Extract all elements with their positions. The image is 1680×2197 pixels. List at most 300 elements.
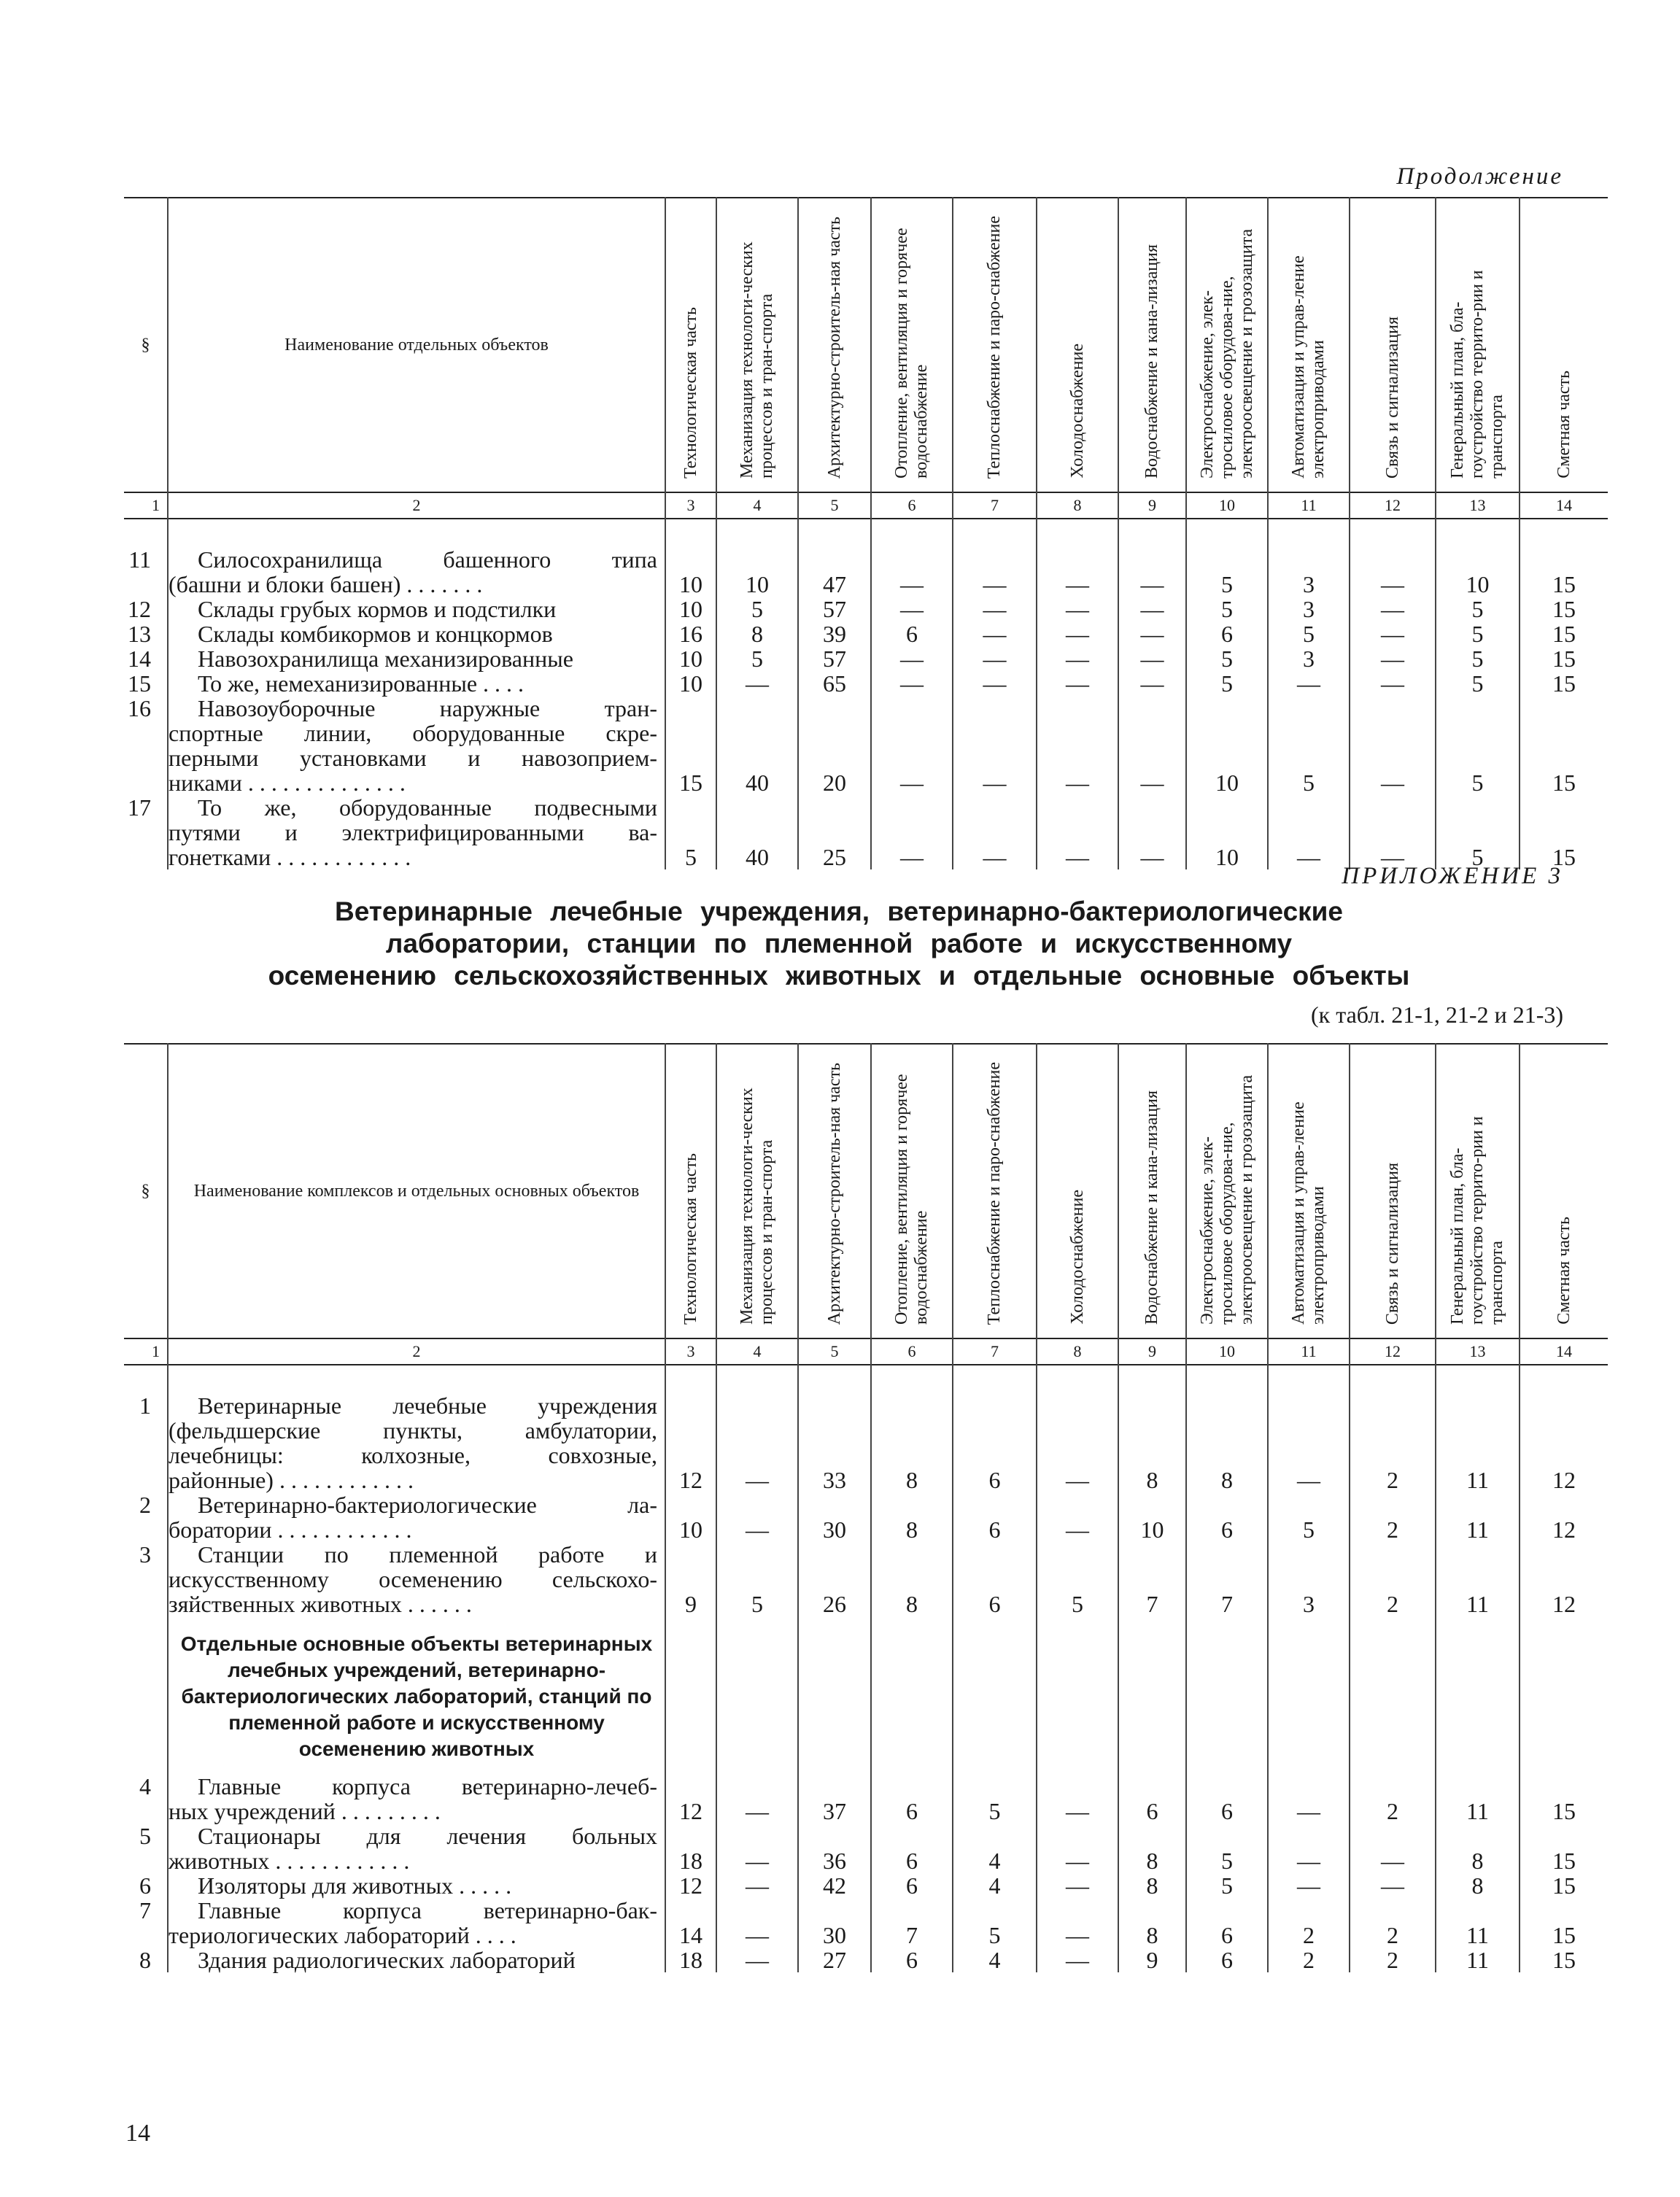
cell-value: — <box>871 547 953 597</box>
cell-value: 10 <box>1436 547 1520 597</box>
object-name-line: Навозоуборочные наружные тран- <box>198 695 657 721</box>
row-number <box>124 1492 168 1542</box>
cell-value: — <box>871 597 953 621</box>
cell-value: — <box>1037 1898 1118 1948</box>
cell-value: 12 <box>1520 1492 1608 1542</box>
column-header <box>871 1044 953 1338</box>
cell-value: — <box>1268 1873 1350 1898</box>
column-header <box>665 1044 716 1338</box>
column-header-label: Теплоснабжение и паро-снабжение <box>985 215 1004 478</box>
cell-value: — <box>1118 547 1186 597</box>
cell-value: 15 <box>1520 646 1608 671</box>
cell-value: 3 <box>1268 597 1350 621</box>
column-header-label: Сметная часть <box>1554 371 1573 478</box>
cell-value: 5 <box>716 1542 798 1616</box>
object-name-line: боратории . . . . . . . . . . . . <box>169 1516 412 1543</box>
object-name <box>168 696 665 795</box>
column-header-label: Электроснабжение, элек-тросиловое оборудова-ние, электроосвещение и грозозащита <box>1197 1074 1256 1325</box>
row-number-label: 11 <box>128 546 151 573</box>
cell-value: 5 <box>1436 795 1520 869</box>
row-number-label: 5 <box>139 1823 151 1849</box>
object-name-line: Здания радиологических лабораторий <box>198 1947 576 1973</box>
cell-value: — <box>1037 1824 1118 1873</box>
object-name-line: То же, немеханизированные . . . . <box>198 670 524 697</box>
row-number <box>124 547 168 597</box>
object-name-line: перными установками и навозоприем- <box>169 745 657 771</box>
row-number-label: 7 <box>139 1897 151 1923</box>
cell-value: 15 <box>1520 1873 1608 1898</box>
column-header-label: Водоснабжение и кана-лизация <box>1142 1090 1161 1325</box>
row-number <box>124 621 168 646</box>
cell-value: — <box>1268 795 1350 869</box>
column-number: 11 <box>1268 1338 1350 1365</box>
column-header <box>953 1044 1037 1338</box>
cell-value: 11 <box>1436 1542 1520 1616</box>
object-name-line: Изоляторы для животных . . . . . <box>198 1872 512 1899</box>
cell-value: 8 <box>1118 1873 1186 1898</box>
object-name-line: То же, оборудованные подвесными <box>198 794 657 821</box>
object-name <box>168 1948 665 1972</box>
cell-value: 5 <box>1436 671 1520 696</box>
column-number: 6 <box>871 1338 953 1365</box>
cell-value: — <box>1350 795 1436 869</box>
title-line: лаборатории, станции по племенной работе и искусственному <box>385 929 1293 958</box>
table-row <box>124 1393 1608 1492</box>
cell-value: 8 <box>1436 1873 1520 1898</box>
cell-value: 18 <box>665 1824 716 1873</box>
name-column-header: Наименование комплексов и отдельных основных объектов <box>168 1044 665 1338</box>
object-name-line: териологических лабораторий . . . . <box>169 1922 516 1948</box>
column-header <box>1520 1044 1608 1338</box>
cell-value: 8 <box>871 1542 953 1616</box>
row-number <box>124 1824 168 1873</box>
column-header-label: Связь и сигнализация <box>1382 316 1402 478</box>
column-number: 8 <box>1037 1338 1118 1365</box>
cell-value: 12 <box>665 1393 716 1492</box>
cell-value: 8 <box>1118 1393 1186 1492</box>
column-number: 9 <box>1118 492 1186 519</box>
cell-value: — <box>716 1824 798 1873</box>
cell-value: — <box>953 547 1037 597</box>
cell-value: — <box>953 621 1037 646</box>
cell-value: — <box>1037 547 1118 597</box>
cell-value: — <box>1037 696 1118 795</box>
cell-value: — <box>1037 1393 1118 1492</box>
cell-value: 6 <box>1186 1774 1268 1824</box>
cell-value: 2 <box>1350 1898 1436 1948</box>
column-number: 3 <box>665 492 716 519</box>
cell-value: 7 <box>1118 1542 1186 1616</box>
cell-value: — <box>953 696 1037 795</box>
cell-value: 6 <box>953 1492 1037 1542</box>
column-header-label: Архитектурно-строитель-ная часть <box>824 216 844 478</box>
object-name-line: Силосохранилища башенного типа <box>198 546 657 573</box>
cell-value: — <box>1037 1492 1118 1542</box>
cell-value: — <box>953 795 1037 869</box>
cell-value: — <box>716 671 798 696</box>
column-header-label: Сметная часть <box>1554 1217 1573 1325</box>
cell-value: 7 <box>1186 1542 1268 1616</box>
object-name-line: лечебницы: колхозные, совхозные, <box>169 1442 657 1468</box>
cell-value: 6 <box>871 1873 953 1898</box>
table-row <box>124 795 1608 869</box>
cell-value: 6 <box>1118 1774 1186 1824</box>
section-column-header: § <box>141 1182 150 1201</box>
row-number <box>124 1873 168 1898</box>
cell-value: 6 <box>871 621 953 646</box>
column-header-label: Отопление, вентиляция и горячее водоснабжение <box>892 228 931 478</box>
cell-value: 5 <box>1268 1492 1350 1542</box>
column-header <box>953 198 1037 492</box>
cell-value: — <box>1350 621 1436 646</box>
object-name <box>168 1492 665 1542</box>
section-column-header: § <box>141 336 150 354</box>
column-number: 13 <box>1436 492 1520 519</box>
cell-value: — <box>716 1873 798 1898</box>
cell-value: 2 <box>1350 1492 1436 1542</box>
column-number: 11 <box>1268 492 1350 519</box>
cell-value: — <box>1118 597 1186 621</box>
column-number: 12 <box>1350 492 1436 519</box>
table-row <box>124 1492 1608 1542</box>
column-header <box>1520 198 1608 492</box>
cell-value: 2 <box>1268 1948 1350 1972</box>
column-number-row <box>124 1338 1608 1365</box>
column-number-row <box>124 492 1608 519</box>
cell-value: 5 <box>1037 1542 1118 1616</box>
table-row <box>124 1948 1608 1972</box>
cell-value: 6 <box>1186 621 1268 646</box>
subheading: Отдельные основные объекты ветеринарных лечебных учреждений, ветеринарно-бактериологических лабораторий, станций по племенной работе и искусственному осеменению животных <box>168 1616 665 1774</box>
cell-value: 39 <box>798 621 871 646</box>
column-number: 5 <box>798 1338 871 1365</box>
column-header-label: Архитектурно-строитель-ная часть <box>824 1062 844 1325</box>
column-header-label: Холодоснабжение <box>1067 344 1087 478</box>
row-number-label: 15 <box>128 670 151 697</box>
column-header-label: Автоматизация и управ-ление электроприводами <box>1289 1101 1328 1325</box>
cell-value: 15 <box>1520 696 1608 795</box>
cell-value: 5 <box>953 1898 1037 1948</box>
column-number: 7 <box>953 1338 1037 1365</box>
row-number <box>124 696 168 795</box>
cell-value: 10 <box>665 597 716 621</box>
cell-value: — <box>1350 646 1436 671</box>
column-number: 1 <box>152 1342 160 1360</box>
cell-value: 4 <box>953 1873 1037 1898</box>
cell-value: 5 <box>1186 646 1268 671</box>
cell-value: — <box>716 1898 798 1948</box>
cell-value: 5 <box>1186 1824 1268 1873</box>
cell-value: 2 <box>1350 1542 1436 1616</box>
cell-value: — <box>1350 671 1436 696</box>
cell-value: 15 <box>1520 597 1608 621</box>
column-header-label: Связь и сигнализация <box>1382 1162 1402 1325</box>
row-number <box>124 597 168 621</box>
cell-value: 18 <box>665 1948 716 1972</box>
cell-value: — <box>1118 696 1186 795</box>
cell-value: 65 <box>798 671 871 696</box>
cell-value: — <box>1037 795 1118 869</box>
row-number <box>124 1898 168 1948</box>
cell-value: 8 <box>1118 1824 1186 1873</box>
cell-value: 14 <box>665 1898 716 1948</box>
column-header <box>1268 198 1350 492</box>
cell-value: 5 <box>1436 696 1520 795</box>
column-header-label: Механизация технологи-ческих процессов и тран-спорта <box>738 1088 776 1325</box>
table-1 <box>124 197 1608 869</box>
cell-value: — <box>1350 597 1436 621</box>
cell-value: 6 <box>1186 1948 1268 1972</box>
column-header <box>1118 1044 1186 1338</box>
object-name-line: Ветеринарно-бактериологические ла- <box>198 1492 657 1518</box>
cell-value: 6 <box>953 1542 1037 1616</box>
cell-value: 5 <box>953 1774 1037 1824</box>
cell-value: 4 <box>953 1824 1037 1873</box>
column-header <box>1436 198 1520 492</box>
cell-value: — <box>1037 671 1118 696</box>
cell-value: — <box>1118 621 1186 646</box>
object-name-line: зяйственных животных . . . . . . <box>169 1591 472 1617</box>
cell-value: — <box>1118 795 1186 869</box>
appendix-label: ПРИЛОЖЕНИЕ 3 <box>1342 863 1563 889</box>
column-number: 1 <box>152 496 160 514</box>
cell-value: 7 <box>871 1898 953 1948</box>
cell-value: 2 <box>1350 1393 1436 1492</box>
object-name-line: Стационары для лечения больных <box>198 1823 657 1849</box>
cell-value: — <box>953 597 1037 621</box>
object-name-line: Главные корпуса ветеринарно-бак- <box>198 1897 657 1923</box>
cell-value: — <box>1037 1948 1118 1972</box>
row-number-label: 14 <box>128 646 151 672</box>
table-row <box>124 1824 1608 1873</box>
row-number <box>124 1774 168 1824</box>
column-header <box>1037 198 1118 492</box>
row-number <box>124 1542 168 1616</box>
cell-value: 5 <box>1186 597 1268 621</box>
table-row <box>124 597 1608 621</box>
table-row <box>124 696 1608 795</box>
cell-value: 3 <box>1268 547 1350 597</box>
cell-value: 12 <box>665 1873 716 1898</box>
column-header-label: Генеральный план, бла-гоустройство террито-рии и транспорта <box>1448 270 1506 478</box>
cell-value: 11 <box>1436 1492 1520 1542</box>
row-number-label: 17 <box>128 794 151 821</box>
column-header-label: Холодоснабжение <box>1067 1190 1087 1325</box>
appendix-title <box>219 896 1459 992</box>
table-2 <box>124 1043 1608 1972</box>
cell-value: 6 <box>871 1774 953 1824</box>
cell-value: 15 <box>1520 547 1608 597</box>
table-row <box>124 1616 1608 1774</box>
cell-value: 5 <box>1186 1873 1268 1898</box>
cell-value: — <box>716 1492 798 1542</box>
object-name-line: (фельдшерские пункты, амбулатории, <box>169 1417 657 1444</box>
table-row <box>124 1774 1608 1824</box>
row-number <box>124 1948 168 1972</box>
column-header-label: Механизация технологи-ческих процессов и тран-спорта <box>738 241 776 478</box>
cell-value: — <box>716 1948 798 1972</box>
table-reference: (к табл. 21-1, 21-2 и 21-3) <box>1311 1001 1563 1028</box>
cell-value: 2 <box>1350 1774 1436 1824</box>
cell-value: 15 <box>1520 1898 1608 1948</box>
cell-value: — <box>1037 646 1118 671</box>
cell-value: 36 <box>798 1824 871 1873</box>
object-name-line: гонетками . . . . . . . . . . . . <box>169 844 411 870</box>
cell-value: 9 <box>1118 1948 1186 1972</box>
object-name-line: Склады грубых кормов и подстилки <box>198 596 557 622</box>
cell-value: 11 <box>1436 1774 1520 1824</box>
row-number <box>124 795 168 869</box>
cell-value: 3 <box>1268 1542 1350 1616</box>
object-name <box>168 621 665 646</box>
cell-value: 27 <box>798 1948 871 1972</box>
object-name-line: никами . . . . . . . . . . . . . . <box>169 770 406 796</box>
cell-value: — <box>1037 621 1118 646</box>
column-header-label: Отопление, вентиляция и горячее водоснабжение <box>892 1074 931 1325</box>
column-number: 4 <box>716 1338 798 1365</box>
column-header <box>1186 198 1268 492</box>
cell-value: 25 <box>798 795 871 869</box>
column-number: 4 <box>716 492 798 519</box>
cell-value: 30 <box>798 1898 871 1948</box>
cell-value: — <box>1268 1824 1350 1873</box>
cell-value: 47 <box>798 547 871 597</box>
table-row <box>124 1898 1608 1948</box>
object-name <box>168 795 665 869</box>
cell-value: 5 <box>1186 671 1268 696</box>
row-number <box>124 671 168 696</box>
object-name <box>168 671 665 696</box>
cell-value: — <box>871 696 953 795</box>
object-name-line: животных . . . . . . . . . . . . <box>169 1848 410 1874</box>
cell-value: 12 <box>665 1774 716 1824</box>
cell-value: 5 <box>1436 621 1520 646</box>
object-name-line: Станции по племенной работе и <box>198 1541 657 1568</box>
column-number: 2 <box>168 1338 665 1365</box>
column-header <box>716 198 798 492</box>
column-number: 6 <box>871 492 953 519</box>
cell-value: — <box>1037 597 1118 621</box>
cell-value: 6 <box>1186 1898 1268 1948</box>
column-number: 5 <box>798 492 871 519</box>
column-number: 10 <box>1186 492 1268 519</box>
column-number: 2 <box>168 492 665 519</box>
row-number-label: 6 <box>139 1872 151 1899</box>
cell-value: 40 <box>716 795 798 869</box>
table-row <box>124 671 1608 696</box>
cell-value: 11 <box>1436 1898 1520 1948</box>
table-row <box>124 621 1608 646</box>
cell-value: 33 <box>798 1393 871 1492</box>
cell-value: 8 <box>1436 1824 1520 1873</box>
cell-value: — <box>1350 547 1436 597</box>
row-number <box>124 1393 168 1492</box>
row-number-label: 3 <box>139 1541 151 1568</box>
cell-value: 6 <box>953 1393 1037 1492</box>
cell-value: 42 <box>798 1873 871 1898</box>
column-number: 14 <box>1520 1338 1608 1365</box>
column-number: 7 <box>953 492 1037 519</box>
object-name <box>168 646 665 671</box>
cell-value: 10 <box>665 547 716 597</box>
cell-value: 5 <box>716 646 798 671</box>
cell-value: — <box>1268 1774 1350 1824</box>
cell-value: 8 <box>871 1393 953 1492</box>
row-number-label: 1 <box>139 1392 151 1419</box>
cell-value: — <box>716 1393 798 1492</box>
cell-value: 8 <box>1186 1393 1268 1492</box>
column-number: 12 <box>1350 1338 1436 1365</box>
object-name-line: районные) . . . . . . . . . . . . <box>169 1467 414 1493</box>
cell-value: 10 <box>665 671 716 696</box>
cell-value: 10 <box>716 547 798 597</box>
column-header-label: Генеральный план, бла-гоустройство террито-рии и транспорта <box>1448 1116 1506 1325</box>
column-header <box>1350 198 1436 492</box>
cell-value: — <box>871 646 953 671</box>
row-number-label: 2 <box>139 1492 151 1518</box>
column-header-label: Водоснабжение и кана-лизация <box>1142 244 1161 478</box>
cell-value: 5 <box>716 597 798 621</box>
column-number: 8 <box>1037 492 1118 519</box>
column-header <box>1037 1044 1118 1338</box>
title-line: Ветеринарные лечебные учреждения, ветеринарно-бактериологические <box>334 896 1343 926</box>
object-name-line: ных учреждений . . . . . . . . . <box>169 1798 441 1824</box>
cell-value: 2 <box>1268 1898 1350 1948</box>
column-number: 13 <box>1436 1338 1520 1365</box>
column-header <box>1268 1044 1350 1338</box>
column-header <box>1186 1044 1268 1338</box>
object-name-line: Ветеринарные лечебные учреждения <box>198 1392 657 1419</box>
object-name <box>168 597 665 621</box>
cell-value: — <box>1268 671 1350 696</box>
cell-value: 16 <box>665 621 716 646</box>
row-number-label: 4 <box>139 1773 151 1799</box>
column-number: 14 <box>1520 492 1608 519</box>
object-name <box>168 1774 665 1824</box>
column-header <box>798 1044 871 1338</box>
table-row <box>124 1542 1608 1616</box>
row-number-label: 13 <box>128 621 151 647</box>
object-name-line: путями и электрифицированными ва- <box>169 819 657 845</box>
cell-value: — <box>953 671 1037 696</box>
cell-value: 4 <box>953 1948 1037 1972</box>
cell-value: 15 <box>1520 671 1608 696</box>
cell-value: — <box>1118 671 1186 696</box>
cell-value: 10 <box>1186 795 1268 869</box>
column-header-label: Технологическая часть <box>681 306 700 478</box>
title-line: осеменению сельскохозяйственных животных и отдельные основные объекты <box>268 961 1410 991</box>
cell-value: 37 <box>798 1774 871 1824</box>
cell-value: 12 <box>1520 1542 1608 1616</box>
object-name <box>168 1898 665 1948</box>
column-number: 10 <box>1186 1338 1268 1365</box>
cell-value: 15 <box>1520 795 1608 869</box>
name-column-header: Наименование отдельных объектов <box>168 198 665 492</box>
cell-value: — <box>1037 1873 1118 1898</box>
row-number-label: 12 <box>128 596 151 622</box>
cell-value: 30 <box>798 1492 871 1542</box>
row-number-label: 8 <box>139 1947 151 1973</box>
cell-value: 5 <box>1186 547 1268 597</box>
cell-value: 15 <box>1520 1948 1608 1972</box>
column-header-label: Автоматизация и управ-ление электроприводами <box>1289 255 1328 478</box>
column-header-label: Электроснабжение, элек-тросиловое оборудова-ние, электроосвещение и грозозащита <box>1197 228 1256 478</box>
cell-value: 10 <box>1118 1492 1186 1542</box>
cell-value: — <box>1268 1393 1350 1492</box>
cell-value: 6 <box>871 1948 953 1972</box>
table-row <box>124 1873 1608 1898</box>
cell-value: — <box>953 646 1037 671</box>
